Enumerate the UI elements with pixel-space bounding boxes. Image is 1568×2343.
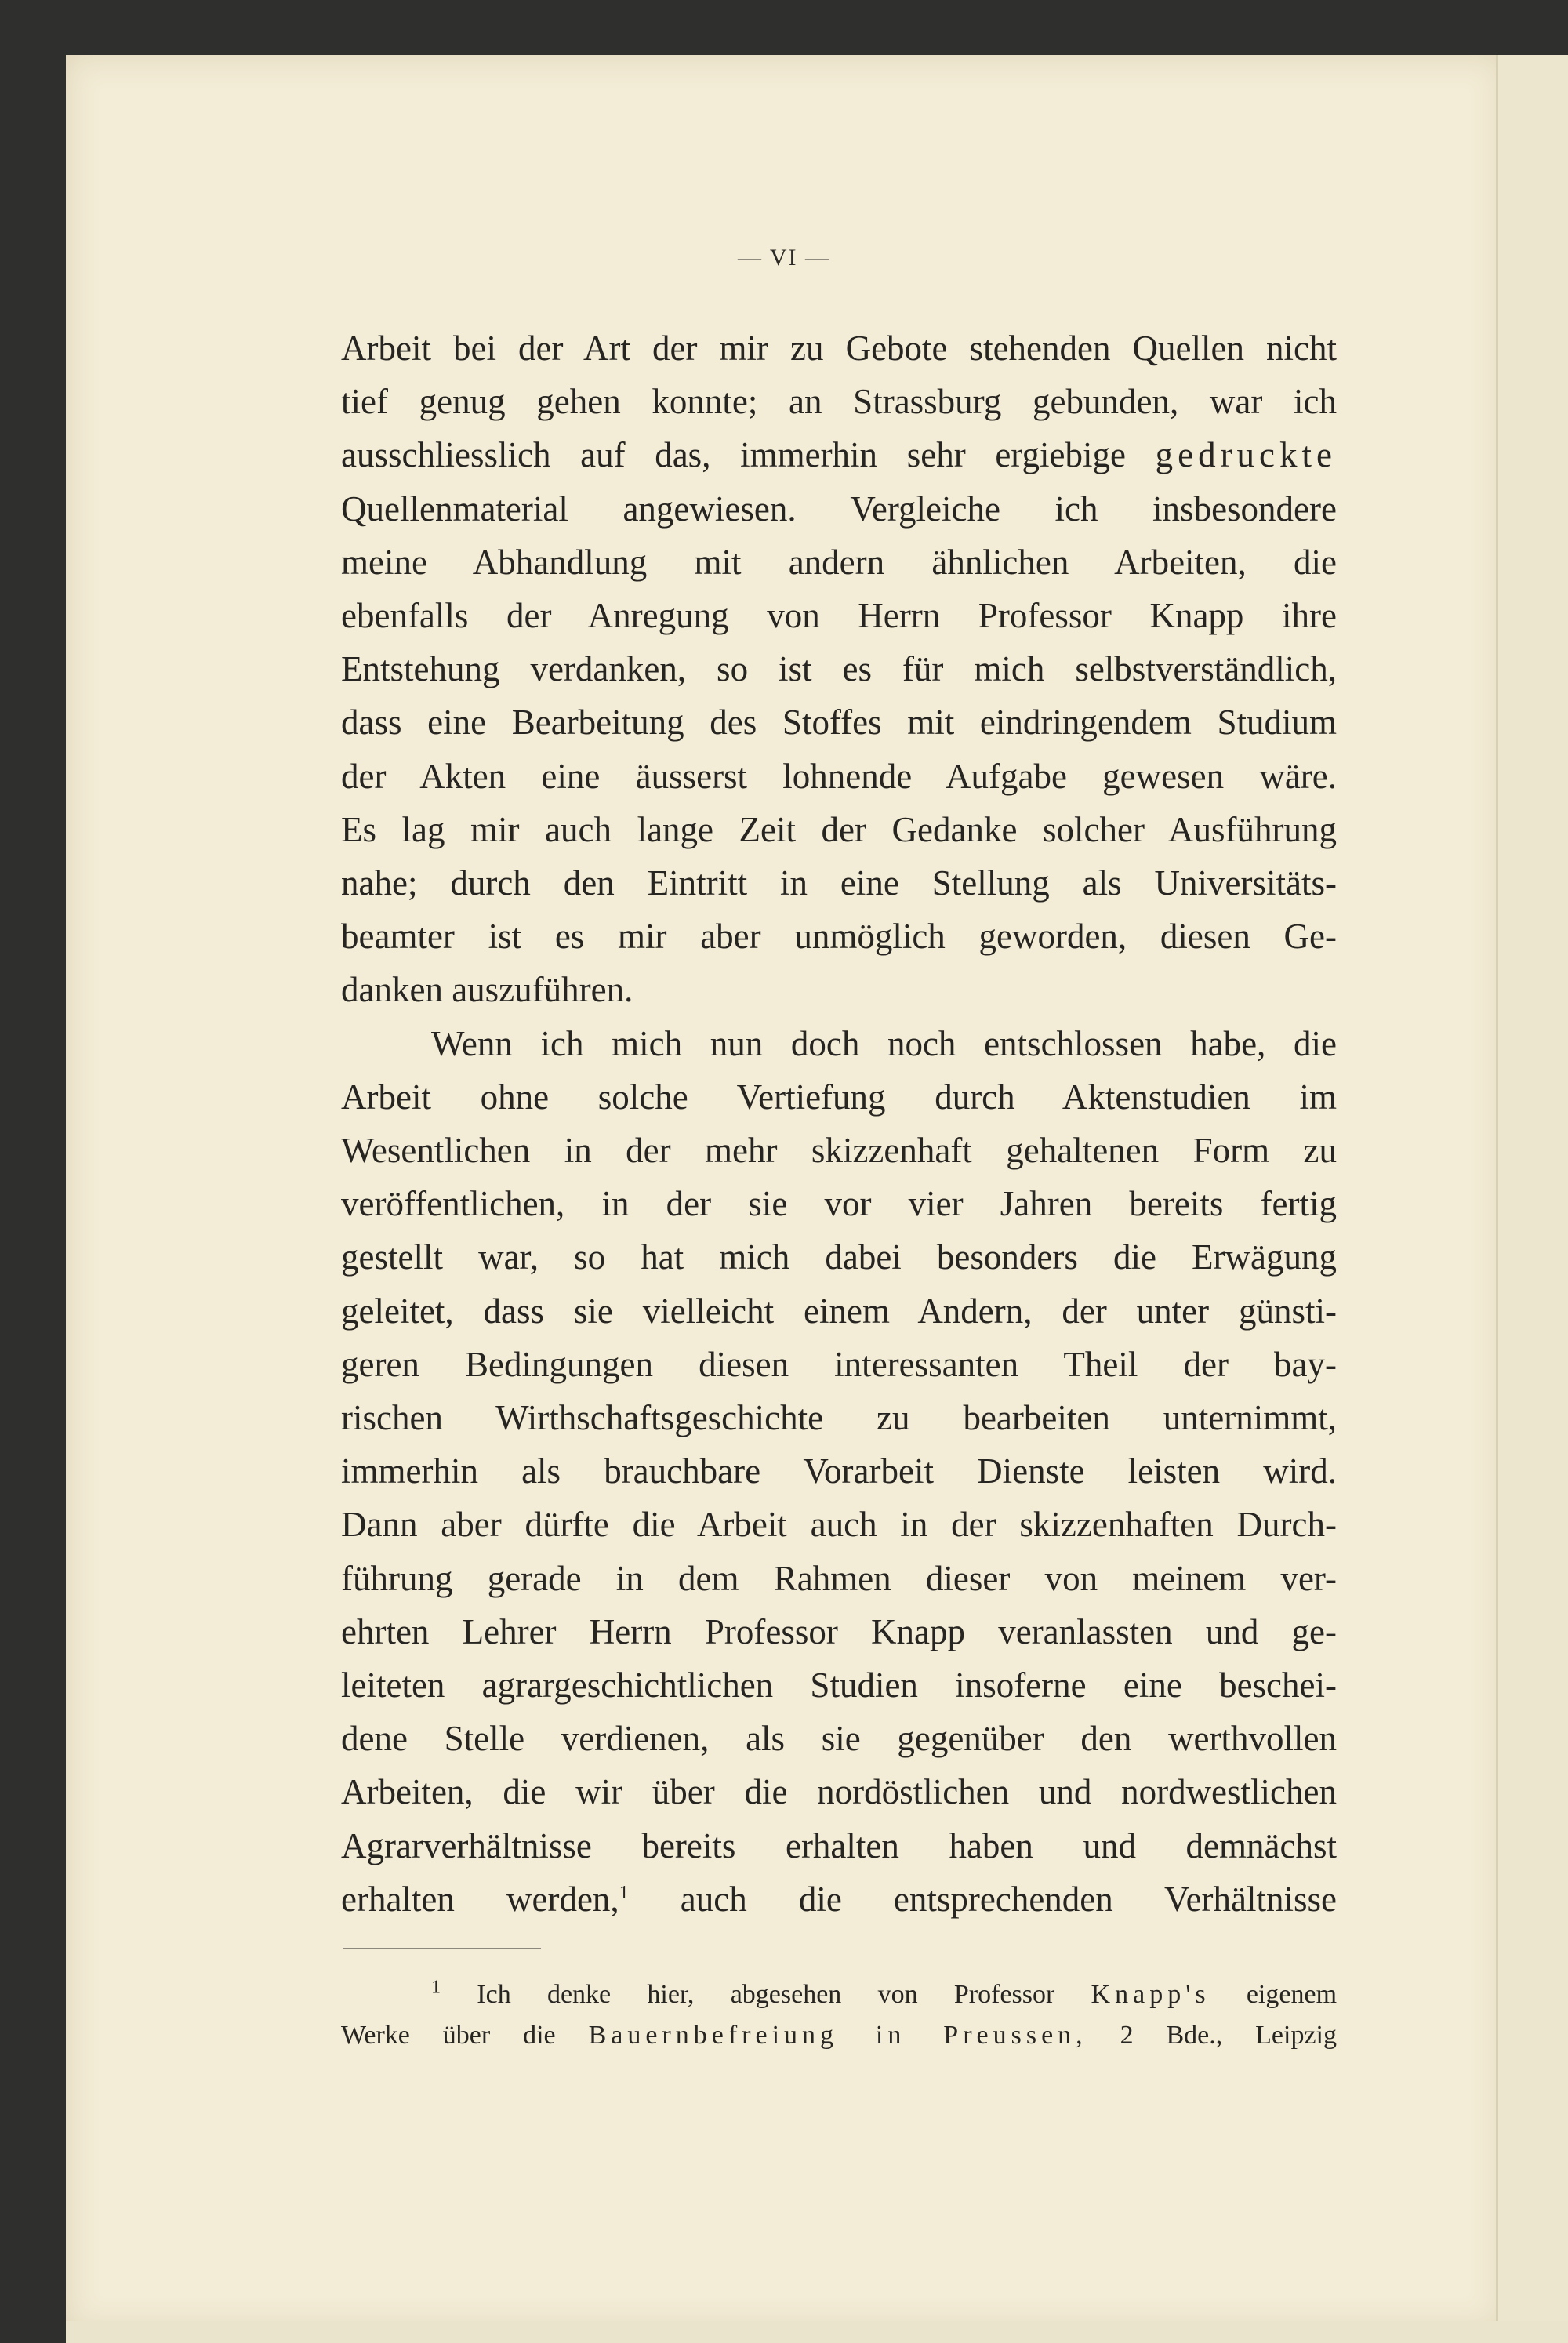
footnote-line (341, 1974, 1337, 2015)
text-line: veröffentlichen, in der sie vor vier Jahren bereits fertig (341, 1184, 1337, 1224)
text-line: Arbeit bei der Art der mir zu Gebote stehenden Quellen nicht (341, 329, 1337, 368)
footnote-text: Ich denke hier, abgesehen von Professor (477, 1980, 1055, 2009)
text-line: führung gerade in dem Rahmen dieser von meinem ver- (341, 1558, 1337, 1598)
text-line: Wenn ich mich nun doch noch entschlossen habe, die (431, 1023, 1337, 1063)
text-line: Dann aber dürfte die Arbeit auch in der skizzenhaften Durch- (341, 1505, 1337, 1545)
footnote-reference: 1 (619, 1882, 629, 1903)
page-edge-bottom (66, 2321, 1568, 2343)
text-line: ebenfalls der Anregung von Herrn Professor Knapp ihre (341, 596, 1337, 636)
text-line: Entstehung verdanken, so ist es für mich selbstverständlich, (341, 649, 1337, 689)
work-title: Bauernbefreiung in Preussen, (588, 2021, 1087, 2050)
text-line (341, 428, 1337, 481)
emphasized-word: gedruckte (1155, 435, 1338, 475)
text-line: Arbeiten, die wir über die nordöstlichen und nordwestlichen (341, 1772, 1337, 1812)
footnote-divider (343, 1948, 541, 1949)
text-line: beamter ist es mir aber unmöglich geworden, diesen Ge- (341, 917, 1337, 957)
text-line (341, 1873, 1337, 1926)
text-segment: ausschliesslich auf das, immerhin sehr ergiebige (341, 435, 1126, 475)
text-line: tief genug gehen konnte; an Strassburg gebunden, war ich (341, 382, 1337, 422)
footnote-line (341, 2015, 1337, 2056)
text-line: nahe; durch den Eintritt in eine Stellung als Universitäts- (341, 863, 1337, 903)
text-segment: erhalten werden, (341, 1879, 619, 1919)
text-line: leiteten agrargeschichtlichen Studien insoferne eine beschei- (341, 1666, 1337, 1705)
text-line: danken auszuführen. (341, 970, 633, 1010)
text-line: Agrarverhältnisse bereits erhalten haben und demnächst (341, 1825, 1337, 1865)
footnote-text: eigenem (1246, 1980, 1338, 2009)
text-line: Arbeit ohne solche Vertiefung durch Aktenstudien im (341, 1077, 1337, 1117)
text-line: geleitet, dass sie vielleicht einem Andern, der unter günsti- (341, 1291, 1337, 1331)
text-line: dene Stelle verdienen, als sie gegenüber den werthvollen (341, 1719, 1337, 1759)
text-line: Quellenmaterial angewiesen. Vergleiche ich insbesondere (341, 489, 1337, 529)
footnote-text: Werke über die (341, 2021, 556, 2050)
page-edge-right (1496, 55, 1568, 2343)
text-line: ehrten Lehrer Herrn Professor Knapp veranlassten und ge- (341, 1611, 1337, 1651)
text-line: Wesentlichen in der mehr skizzenhaft gehaltenen Form zu (341, 1131, 1337, 1171)
footnote-marker: 1 (431, 1977, 441, 1998)
text-line: meine Abhandlung mit andern ähnlichen Arbeiten, die (341, 542, 1337, 582)
text-line: dass eine Bearbeitung des Stoffes mit eindringendem Studium (341, 703, 1337, 743)
text-line: der Akten eine äusserst lohnende Aufgabe gewesen wäre. (341, 756, 1337, 796)
text-line: Es lag mir auch lange Zeit der Gedanke solcher Ausführung (341, 809, 1337, 849)
author-name: Knapp's (1091, 1980, 1210, 2009)
text-segment: auch die entsprechenden Verhältnisse (680, 1879, 1338, 1919)
footnote-text: 2 Bde., Leipzig (1120, 2021, 1338, 2050)
text-line: gestellt war, so hat mich dabei besonders die Erwägung (341, 1237, 1337, 1277)
text-line: rischen Wirthschaftsgeschichte zu bearbeiten unternimmt, (341, 1398, 1337, 1438)
body-text (341, 321, 1337, 1926)
page-number-header: — VI — (737, 245, 831, 271)
text-line: geren Bedingungen diesen interessanten Theil der bay- (341, 1344, 1337, 1384)
footnote (341, 1974, 1337, 2056)
text-line: immerhin als brauchbare Vorarbeit Dienste leisten wird. (341, 1451, 1337, 1491)
